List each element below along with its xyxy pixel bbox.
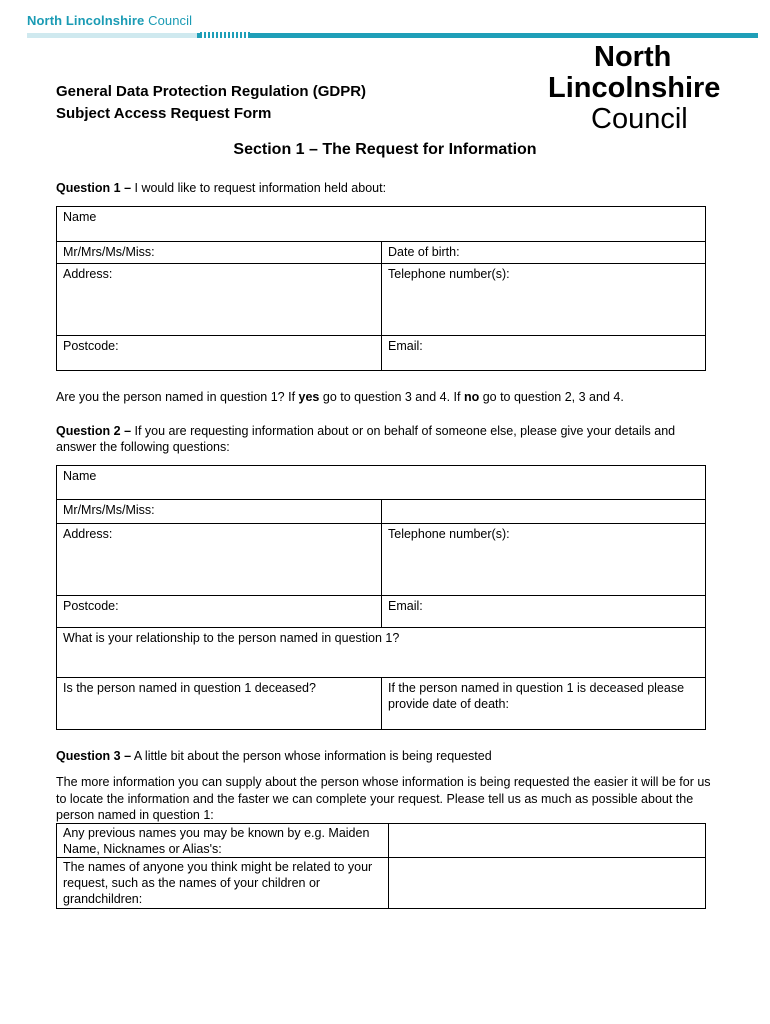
doc-title-line-2: Subject Access Request Form: [56, 105, 272, 122]
q3-related-names-field[interactable]: [389, 858, 706, 909]
q1-dob-field[interactable]: [382, 242, 706, 264]
q2-telephone-label: Telephone number(s):: [388, 527, 510, 541]
q1-name-field[interactable]: [57, 207, 706, 242]
q2-deceased-label: Is the person named in question 1 deceased?: [63, 681, 316, 695]
q1-address-field[interactable]: [57, 264, 382, 336]
q2-date-of-death-field[interactable]: [382, 678, 706, 730]
q1-postcode-label: Postcode:: [63, 339, 119, 353]
q2-relationship-field[interactable]: [57, 628, 706, 678]
logo-line-3: Council: [591, 103, 688, 135]
q2-title-field[interactable]: [57, 500, 382, 524]
q2-postcode-label: Postcode:: [63, 599, 119, 613]
person-question-yes: yes: [298, 390, 320, 404]
q3-intro: The more information you can supply about the person whose information is being requested the easier it will be for us to locate the information and the faster we can complete your request. Please tell us as much as possible about the person named in question 1:: [56, 775, 711, 822]
q1-address-label: Address:: [63, 267, 113, 281]
q1-label: Question 1 –: [56, 181, 132, 195]
header-brand-bold: North Lincolnshire: [27, 13, 145, 28]
header-brand-light: Council: [148, 13, 193, 28]
q2-address-field[interactable]: [57, 524, 382, 596]
person-question-part-3: go to question 2, 3 and 4.: [479, 390, 624, 404]
q2-postcode-field[interactable]: [57, 596, 382, 628]
person-question: [56, 389, 736, 405]
q1-text: I would like to request information held about:: [131, 181, 387, 195]
q2-email-label: Email:: [388, 599, 423, 613]
q1-telephone-label: Telephone number(s):: [388, 267, 510, 281]
q3-previous-names-field[interactable]: [389, 824, 706, 858]
q2-date-of-death-label: If the person named in question 1 is deceased please provide date of death:: [388, 681, 685, 711]
q1-telephone-field[interactable]: [382, 264, 706, 336]
q1-name-label: Name: [63, 210, 97, 224]
person-question-part-2: go to question 3 and 4. If: [319, 390, 464, 404]
header-pattern: [200, 32, 250, 38]
header-brand: [27, 13, 192, 28]
q3-previous-names-label-cell: [57, 824, 389, 858]
council-logo: [548, 42, 738, 135]
q2-heading: [56, 423, 706, 455]
logo-line-1: North: [594, 41, 672, 73]
q3-related-names-label-cell: [57, 858, 389, 909]
q2-text: If you are requesting information about or on behalf of someone else, please give your details and answer the following questions:: [56, 424, 676, 454]
q1-heading: [56, 180, 716, 196]
section-title: Section 1 – The Request for Information: [233, 141, 537, 158]
q3-text: A little bit about the person whose information is being requested: [131, 749, 492, 763]
q1-table: [56, 206, 706, 371]
q2-table: [56, 465, 706, 730]
q1-title-label: Mr/Mrs/Ms/Miss:: [63, 245, 155, 259]
person-question-part-1: Are you the person named in question 1? If: [56, 390, 299, 404]
q3-heading: [56, 748, 716, 764]
q2-title-label: Mr/Mrs/Ms/Miss:: [63, 503, 155, 517]
doc-title-line-1: General Data Protection Regulation (GDPR): [56, 83, 367, 100]
q1-dob-label: Date of birth:: [388, 245, 460, 259]
q3-previous-names-label: Any previous names you may be known by e.g. Maiden Name, Nicknames or Alias's:: [63, 826, 370, 856]
q2-name-field[interactable]: [57, 466, 706, 500]
q3-table: [56, 823, 706, 909]
q2-label: Question 2 –: [56, 424, 132, 438]
person-question-no: no: [463, 390, 480, 404]
header-rule-light: [27, 33, 197, 38]
q2-relationship-label: What is your relationship to the person named in question 1?: [63, 631, 400, 645]
logo-line-2: Lincolnshire: [548, 72, 721, 104]
q1-email-label: Email:: [388, 339, 423, 353]
q2-telephone-field[interactable]: [382, 524, 706, 596]
q3-label: Question 3 –: [56, 749, 132, 763]
q2-name-label: Name: [63, 469, 97, 483]
q2-email-field[interactable]: [382, 596, 706, 628]
q1-title-field[interactable]: [57, 242, 382, 264]
q2-deceased-field[interactable]: [57, 678, 382, 730]
q1-postcode-field[interactable]: [57, 336, 382, 371]
q2-address-label: Address:: [63, 527, 113, 541]
q3-related-names-label: The names of anyone you think might be related to your request, such as the names of your children or grandchildren:: [63, 860, 373, 906]
q2-title-blank-field[interactable]: [382, 500, 706, 524]
q1-email-field[interactable]: [382, 336, 706, 371]
